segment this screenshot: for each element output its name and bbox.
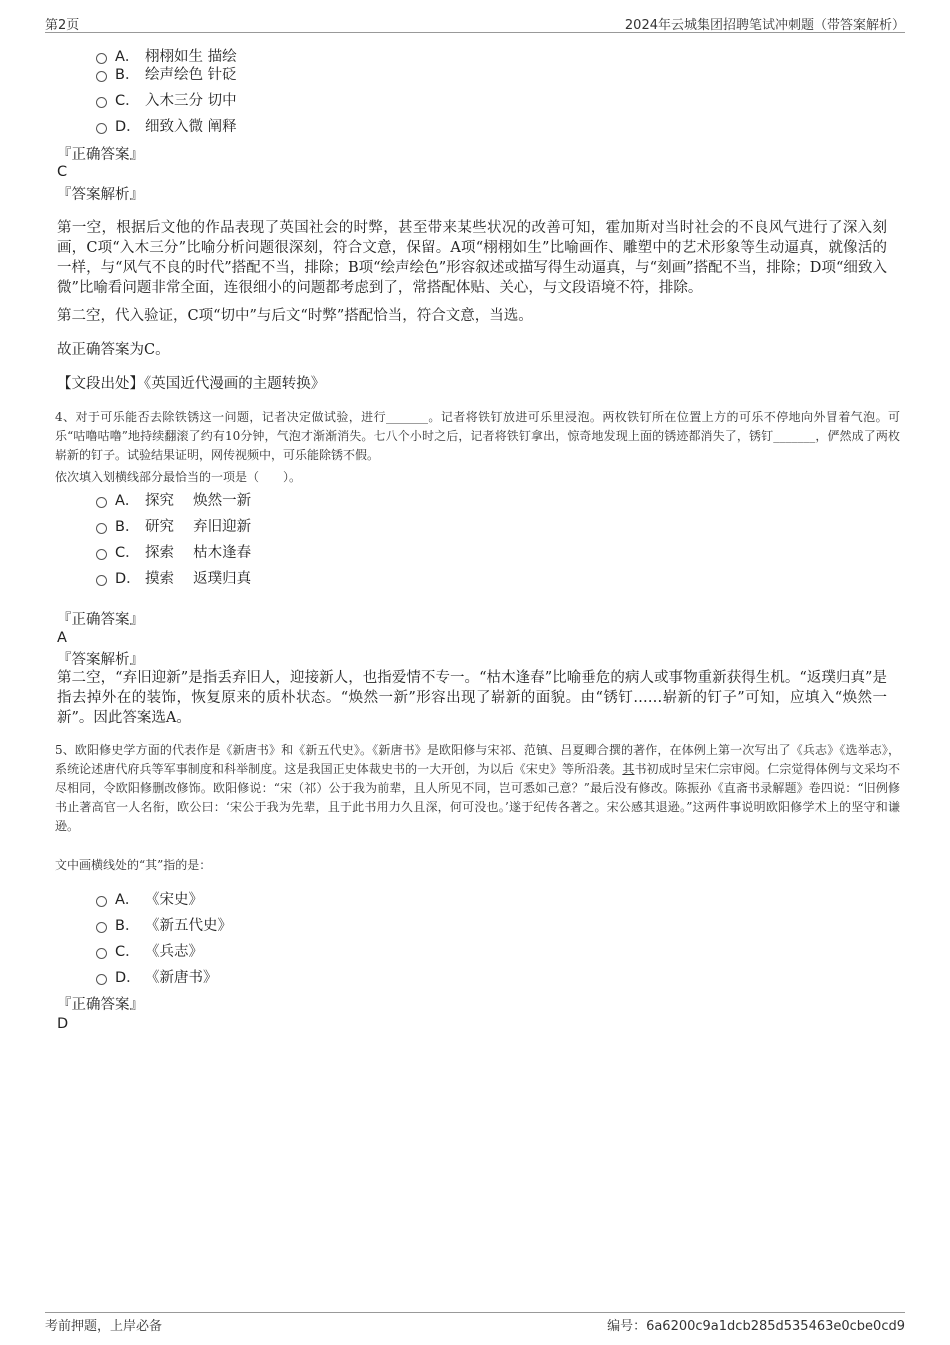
question-text: 5、欧阳修史学方面的代表作是《新唐书》和《新五代史》。《新唐书》是欧阳修与宋祁、范镇、吕夏卿合撰的著作，在体例上第一次写出了《兵志》《选举志》，系统论述唐代府兵等军事制度和科举制度。这是我国正史体裁史书的一大开创，为以后《宋史》等所沿袭。其书初成时呈宋仁宗审阅。仁宗觉得体例与文采均不尽相同，令欧阳修删改修饰。欧阳修说：“宋（祁）公于我为前辈，且人所见不同，岂可悉如己意？”最后没有修改。陈振孙《直斋书录解题》卷四说：“旧例修书止著高官一人名衔，欧公曰：‘宋公于我为先辈，且于此书用力久且深，何可没也。’遂于纪传各著之。宋公感其退逊。”这两件事说明欧阳修学术上的坚守和谦逊。 [55,743,900,833]
radio-icon[interactable] [96,97,107,108]
analysis-paragraph: 第二空，“弃旧迎新”是指丢弃旧人，迎接新人，也指爱情不专一。“枯木逢春”比喻垂危的病人或事物重新获得生机。“返璞归真”是指去掉外在的装饰，恢复原来的质朴状态。“焕然一新”形容出现了崭新的面貌。由“锈钉……崭新的钉子”可知，应填入“焕然一新”。因此答案选A。 [57,670,887,726]
page-number: 第2页 [45,18,80,33]
option-b[interactable]: B． 《新五代史》 [96,917,232,935]
option-c[interactable]: C． 入木三分 切中 [96,92,237,110]
radio-icon[interactable] [96,575,107,586]
answer-label: 『正确答案』 [57,612,144,628]
analysis-paragraph: 第二空，代入验证，C项“切中”与后文“时弊”搭配恰当，符合文意，当选。 [57,308,533,324]
option-a[interactable]: A． 栩栩如生 描绘 [96,48,237,66]
analysis-paragraph: 故正确答案为C。 [57,342,170,358]
footer-slogan: 考前押题，上岸必备 [45,1319,163,1334]
analysis-label: 『答案解析』 [57,652,144,668]
analysis-label: 『答案解析』 [57,187,144,203]
radio-icon[interactable] [96,896,107,907]
radio-icon[interactable] [96,497,107,508]
radio-icon[interactable] [96,123,107,134]
document-title: 2024年云城集团招聘笔试冲刺题（带答案解析） [624,18,905,33]
option-d[interactable]: D． 《新唐书》 [96,969,218,987]
radio-icon[interactable] [96,948,107,959]
radio-icon[interactable] [96,922,107,933]
correct-answer: A [57,630,67,646]
analysis-paragraph: 第一空，根据后文他的作品表现了英国社会的时弊，甚至带来某些状况的改善可知，霍加斯对当时社会的不良风气进行了深入刻画，C项“入木三分”比喻分析问题很深刻，符合文意，保留。A项“栩栩如生”比喻画作、雕塑中的艺术形象等生动逼真，就像活的一样，与“风气不良的时代”搭配不当，排除；B项“绘声绘色”形容叙述或描写得生动逼真，与“刻画”搭配不当，排除；D项“细致入微”比喻看问题非常全面，连很细小的问题都考虑到了，常搭配体贴、关心，与文段语境不符，排除。 [57,220,887,296]
radio-icon[interactable] [96,549,107,560]
radio-icon[interactable] [96,523,107,534]
option-b[interactable]: B． 研究 弃旧迎新 [96,518,251,536]
question-prompt: 文中画横线处的“其”指的是： [55,858,212,872]
source-note: 【文段出处】《英国近代漫画的主题转换》 [57,376,326,392]
answer-label: 『正确答案』 [57,997,144,1013]
option-c[interactable]: C． 探索 枯木逢春 [96,544,251,562]
answer-label: 『正确答案』 [57,147,144,163]
underlined-word: 其 [622,762,635,776]
radio-icon[interactable] [96,53,107,64]
option-d[interactable]: D． 细致入微 阐释 [96,118,237,136]
radio-icon[interactable] [96,71,107,82]
page-footer [45,1312,905,1333]
option-b[interactable]: B． 绘声绘色 针砭 [96,66,237,84]
option-a[interactable]: A． 探究 焕然一新 [96,492,251,510]
option-a[interactable]: A． 《宋史》 [96,891,203,909]
option-c[interactable]: C． 《兵志》 [96,943,203,961]
option-d[interactable]: D． 摸索 返璞归真 [96,570,251,588]
question-prompt: 依次填入划横线部分最恰当的一项是（ ）。 [55,470,302,484]
document-serial: 编号：6a6200c9a1dcb285d535463e0cbe0cd9 [607,1319,905,1334]
correct-answer: D [57,1016,69,1032]
question-text: 4、对于可乐能否去除铁锈这一问题，记者决定做试验，进行_______。记者将铁钉放进可乐里浸泡。两枚铁钉所在位置上方的可乐不停地向外冒着气泡。可乐“咕噜咕噜”地持续翻滚了约有10分钟，气泡才渐渐消失。七八个小时之后，记者将铁钉拿出，惊奇地发现上面的锈迹都消失了，锈钉_______，俨然成了两枚崭新的钉子。试验结果证明，网传视频中，可乐能除锈不假。 [55,410,900,462]
radio-icon[interactable] [96,974,107,985]
page-header [45,14,905,33]
correct-answer: C [57,164,68,180]
